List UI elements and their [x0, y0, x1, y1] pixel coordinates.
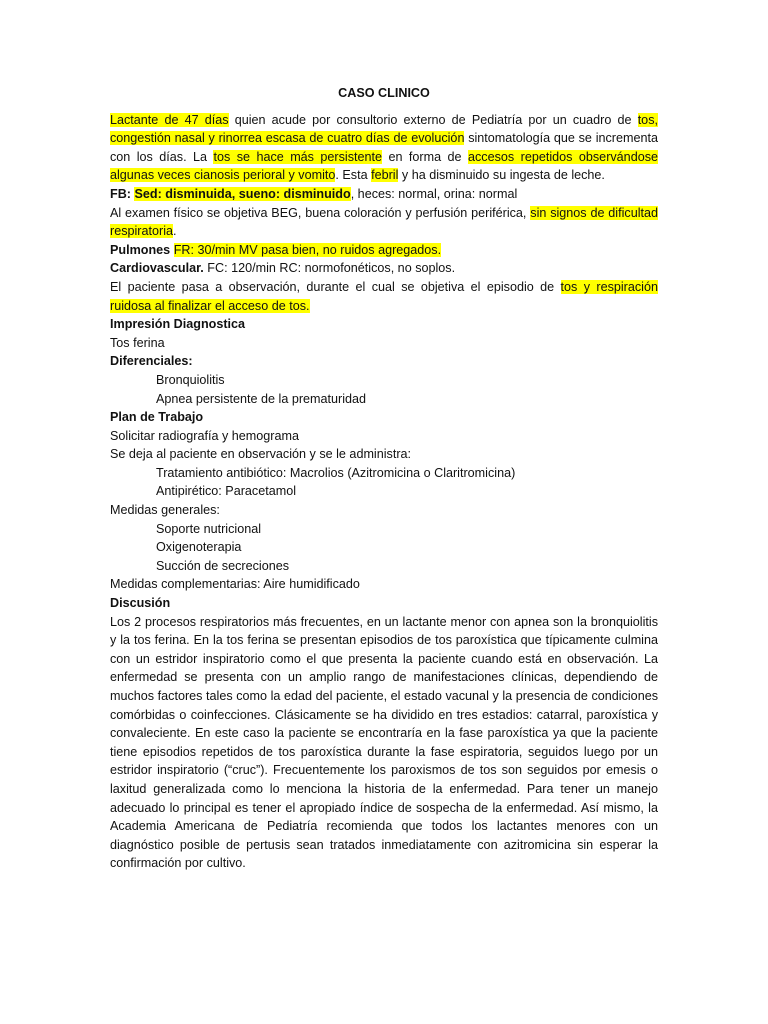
document-title: CASO CLINICO	[338, 86, 430, 100]
diagnostic-impression-value: Tos ferina	[110, 335, 165, 350]
highlighted-text: accesos repetidos observándose algunas veces cianosis perioral y vomito	[110, 149, 658, 183]
highlighted-text: Lactante de 47 días	[110, 112, 229, 127]
text-run: . Esta	[335, 168, 372, 183]
text-run: quien acude por consultorio externo de Pediatría por un cuadro de	[228, 112, 638, 127]
text-run: El paciente pasa a observación, durante el cual se objetiva el episodio de	[110, 279, 561, 294]
treatment-item: Antipirético: Paracetamol	[156, 484, 296, 499]
work-plan-line: Solicitar radiografía y hemograma	[110, 428, 299, 443]
differential-item: Bronquiolitis	[156, 372, 225, 387]
text-run: Pulmones	[110, 242, 174, 257]
lungs-line	[110, 241, 658, 260]
cardiovascular-line	[110, 259, 658, 278]
document-page	[110, 84, 658, 873]
differential-item: Apnea persistente de la prematuridad	[156, 391, 367, 406]
text-run: y ha disminuido su ingesta de leche.	[398, 168, 605, 183]
work-plan-heading: Plan de Trabajo	[110, 410, 204, 425]
highlighted-text: Sed: disminuida, sueno: disminuido	[134, 186, 351, 201]
discussion-paragraph: Los 2 procesos respiratorios más frecuentes, en un lactante menor con apnea son la bronquiolitis y la tos ferina. En la tos ferina se presentan episodios de tos paroxística que típicamente culmina con un estridor inspiratorio como el que presenta la paciente cuando está en observación. La enfermedad se presenta con un amplio rango de manifestaciones clínicas, dependiendo de muchos factores tales como la edad del paciente, el estado vacunal y la presencia de condiciones comórbidas o coinfecciones. Clásicamente se ha dividido en tres estadios: catarral, paroxística y convaleciente. En este caso la paciente se encontraría en la fase paroxística ya que la paciente tiene episodios repetidos de tos paroxística durante la fase espiratoria, seguidos luego por un estridor inspiratorio (“cruc”). Frecuentemente los paroxismos de tos son seguidos por emesis o laxitud generalizada como lo menciona la historia de la enfermedad. Para tener un manejo adecuado lo principal es tener el apropiado índice de sospecha de la enfermedad. Así mismo, la Academia Americana de Pediatría recomienda que todos los lactantes menores con un diagnóstico posible de pertusis sean tratados inmediatamente con azitromicina sin esperar la confirmación por cultivo.	[110, 614, 658, 871]
discussion-heading: Discusión	[110, 596, 171, 611]
text-run: FB:	[110, 186, 135, 201]
general-measures-heading: Medidas generales:	[110, 503, 220, 518]
highlighted-text: febril	[371, 168, 399, 183]
highlighted-text: tos, congestión nasal y rinorrea escasa de cuatro días de evolución	[110, 112, 658, 146]
text-run: sintomatología que se incrementa con los días. La	[110, 131, 658, 164]
clinical-history-paragraph	[110, 111, 658, 185]
physiological-functions-line	[110, 185, 658, 204]
highlighted-text: tos se hace más persistente	[213, 149, 383, 164]
observation-paragraph	[110, 278, 658, 315]
text-run: .	[173, 224, 177, 239]
text-run: en forma de	[382, 149, 468, 164]
text-run: Al examen físico se objetiva BEG, buena coloración y perfusión periférica,	[110, 205, 531, 220]
general-measure-item: Soporte nutricional	[156, 521, 262, 536]
highlighted-text: sin signos de dificultad respiratoria	[110, 205, 658, 239]
general-measure-item: Oxigenoterapia	[156, 540, 242, 555]
differentials-heading: Diferenciales:	[110, 354, 193, 369]
text-run: , heces: normal, orina: normal	[350, 186, 518, 201]
highlighted-text: tos y respiración ruidosa al finalizar el acceso de tos.	[110, 279, 658, 313]
text-run: Cardiovascular.	[110, 261, 204, 276]
diagnostic-impression-heading: Impresión Diagnostica	[110, 317, 246, 332]
highlighted-text: FR: 30/min MV pasa bien, no ruidos agregados.	[173, 242, 442, 257]
text-run: FC: 120/min RC: normofonéticos, no soplos.	[203, 261, 456, 276]
treatment-item: Tratamiento antibiótico: Macrolios (Azitromicina o Claritromicina)	[156, 465, 516, 480]
complementary-measures-line: Medidas complementarias: Aire humidificado	[110, 577, 360, 592]
general-measure-item: Succión de secreciones	[156, 558, 290, 573]
work-plan-line: Se deja al paciente en observación y se le administra:	[110, 447, 412, 462]
physical-exam-paragraph	[110, 204, 658, 241]
